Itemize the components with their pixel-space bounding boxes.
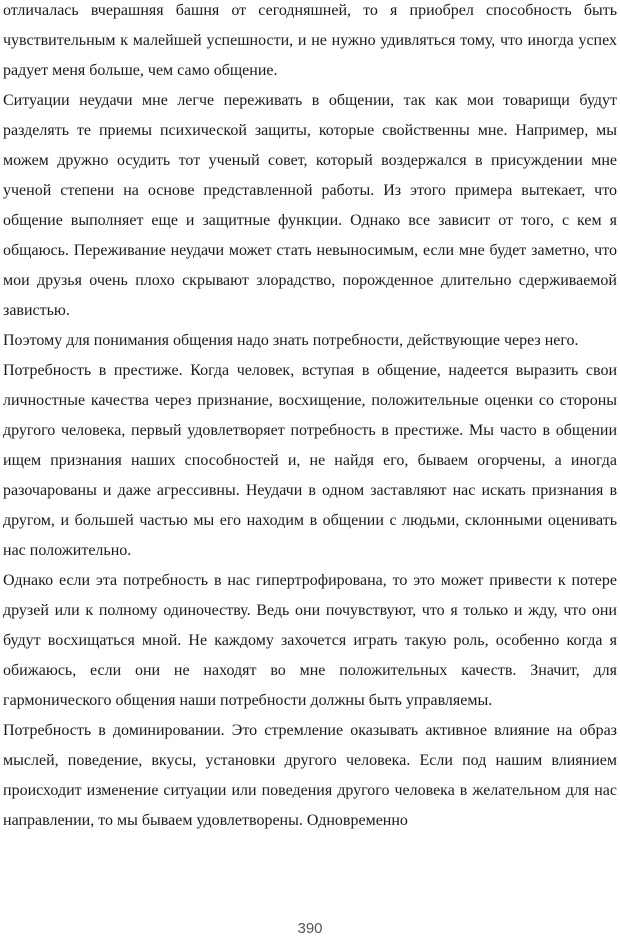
paragraph: Потребность в доминировании. Это стремление оказывать активное влияние на образ мыслей, поведение, вкусы, установки другого человека. Если под нашим влиянием происходит изменение ситуации или поведения другого человека в желательном для нас направлении, то мы бываем удовлетворены. Одновременно [3, 722, 617, 829]
paragraph: Поэтому для понимания общения надо знать потребности, действующие через него. [3, 332, 579, 349]
paragraph: Однако если эта потребность в нас гипертрофирована, то это может привести к потере друзей или к полному одиночеству. Ведь они почувствуют, что я только и жду, что они будут восхищаться мной. Не каждому захочется играть такую роль, особенно когда я обижаюсь, если они не находят во мне положительных качеств. Значит, для гармонического общения наши потребности должны быть управляемы. [3, 572, 617, 709]
paragraph: Потребность в престиже. Когда человек, вступая в общение, надеется выразить свои личностные качества через признание, восхищение, положительные оценки со стороны другого человека, первый удовлетворяет потребность в престиже. Мы часто в общении ищем признания наших способностей и, не найдя его, бываем огорчены, а иногда разочарованы и даже агрессивны. Неудачи в одном заставляют нас искать признания в другом, и большей частью мы его находим в общении с людьми, склонными оценивать нас положительно. [3, 362, 617, 559]
paragraph: Ситуации неудачи мне легче переживать в общении, так как мои товарищи будут разделять те приемы психической защиты, которые свойственны мне. Например, мы можем дружно осудить тот ученый совет, который воздержался в присуждении мне ученой степени на основе представленной работы. Из этого примера вытекает, что общение выполняет еще и защитные функции. Однако все зависит от того, с кем я общаюсь. Переживание неудачи может стать невыносимым, если мне будет заметно, что мои друзья очень плохо скрывают злорадство, порожденное длительно сдерживаемой завистью. [3, 92, 617, 319]
body-text [3, 0, 617, 836]
page-number: 390 [297, 920, 323, 937]
paragraph: отличалась вчерашняя башня от сегодняшней, то я приобрел способность быть чувствительным к малейшей успешности, и не нужно удивляться тому, что иногда успех радует меня больше, чем само общение. [3, 2, 617, 79]
